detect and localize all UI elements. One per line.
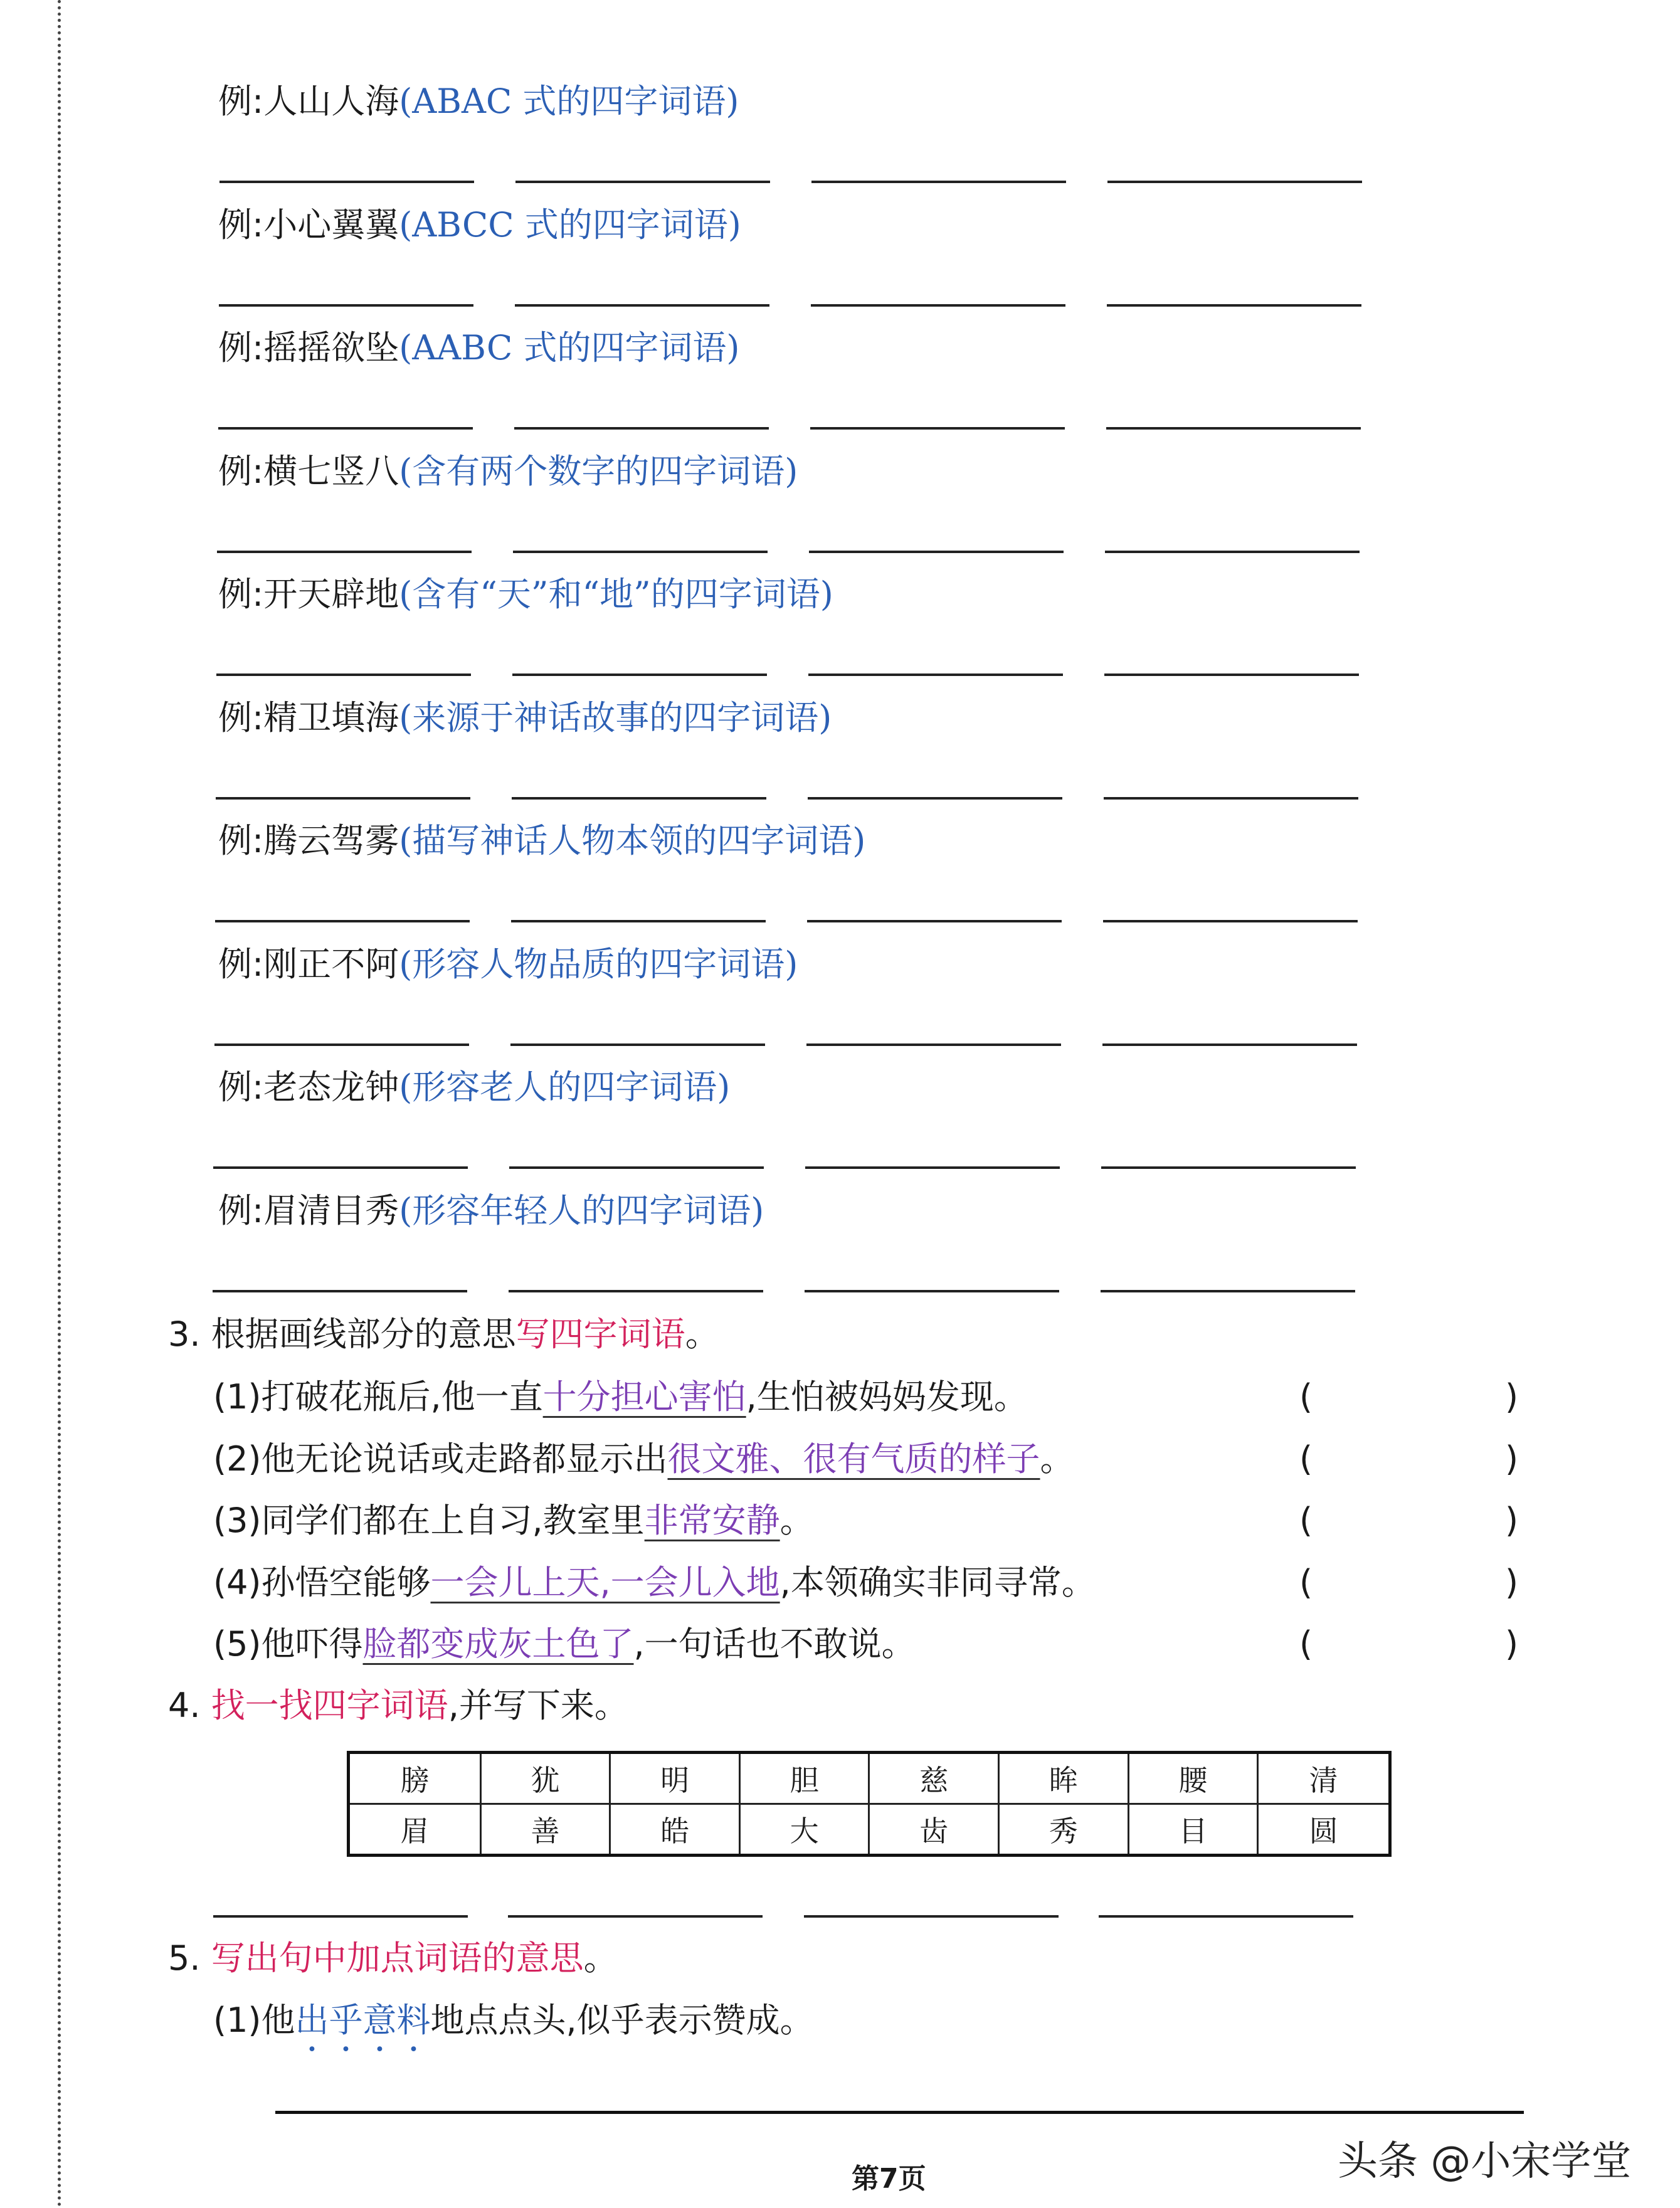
example-prefix: 例: bbox=[218, 328, 264, 367]
q-highlight: 写四字词语 bbox=[515, 1314, 685, 1354]
item-text: (2)他无论说话或走路都显示出 bbox=[213, 1439, 668, 1479]
grid-cell: 齿 bbox=[869, 1804, 999, 1856]
dotted-phrase: 出乎意料 bbox=[295, 2000, 431, 2040]
underlined-phrase: 很文雅、很有气质的样子 bbox=[667, 1439, 1040, 1479]
sentence-item bbox=[213, 1622, 916, 1666]
answer-line[interactable] bbox=[805, 1166, 1060, 1169]
question-3-title bbox=[168, 1313, 719, 1356]
q-number: 4. bbox=[168, 1686, 211, 1725]
example-word: 开天辟地 bbox=[263, 574, 399, 614]
answer-line[interactable] bbox=[216, 797, 470, 800]
example-word: 小心翼翼 bbox=[263, 204, 399, 245]
example-word: 腾云驾雾 bbox=[263, 821, 399, 860]
example-word: 摇摇欲坠 bbox=[263, 328, 399, 367]
q-highlight: 找一找四字词语 bbox=[211, 1686, 448, 1725]
page-number: 第7页 bbox=[852, 2163, 926, 2195]
grid-cell: 明 bbox=[610, 1753, 740, 1804]
answer-paren-close[interactable]: ) bbox=[1505, 1439, 1519, 1479]
grid-cell: 眸 bbox=[999, 1753, 1129, 1804]
character-grid bbox=[347, 1751, 1392, 1857]
answer-line[interactable] bbox=[810, 427, 1065, 430]
example-hint: (形容年轻人的四字词语) bbox=[399, 1190, 764, 1230]
answer-line[interactable] bbox=[514, 427, 769, 430]
grid-cell: 犹 bbox=[480, 1753, 610, 1804]
example-word: 人山人海 bbox=[263, 82, 399, 121]
question-5-title bbox=[168, 1936, 618, 1980]
item-text-end: 地点点头,似乎表示赞成。 bbox=[430, 2000, 814, 2040]
answer-line[interactable] bbox=[808, 797, 1062, 800]
grid-cell: 胆 bbox=[739, 1753, 869, 1804]
example-row bbox=[218, 1065, 730, 1109]
item-text: (1)他 bbox=[213, 2000, 295, 2040]
answer-line[interactable] bbox=[510, 1043, 765, 1046]
answer-line[interactable] bbox=[1103, 920, 1358, 922]
answer-line[interactable] bbox=[1099, 1915, 1353, 1918]
q-text: 根据画线部分的意思 bbox=[211, 1314, 516, 1354]
grid-cell: 清 bbox=[1258, 1753, 1390, 1804]
answer-paren-close[interactable]: ) bbox=[1505, 1624, 1519, 1664]
answer-line[interactable] bbox=[508, 1915, 763, 1918]
q-end: 。 bbox=[583, 1938, 618, 1978]
answer-line[interactable] bbox=[515, 304, 769, 307]
item-text-end: 。 bbox=[1040, 1439, 1074, 1479]
example-row bbox=[218, 326, 740, 370]
underlined-phrase: 一会儿上天,一会儿入地 bbox=[430, 1562, 780, 1602]
grid-cell: 慈 bbox=[869, 1753, 999, 1804]
example-row bbox=[218, 696, 832, 740]
answer-line[interactable] bbox=[1107, 181, 1362, 183]
q-end: 。 bbox=[685, 1314, 719, 1354]
answer-line[interactable] bbox=[218, 427, 473, 430]
example-row bbox=[218, 450, 798, 494]
grid-cell: 眉 bbox=[349, 1804, 481, 1856]
answer-line[interactable] bbox=[515, 181, 770, 183]
answer-line[interactable] bbox=[808, 673, 1063, 676]
grid-row bbox=[349, 1804, 1390, 1856]
answer-line[interactable] bbox=[213, 1915, 468, 1918]
answer-line[interactable] bbox=[213, 1290, 467, 1292]
binding-edge-dotted bbox=[58, 0, 61, 2208]
sentence-item bbox=[213, 1375, 1028, 1419]
answer-line[interactable] bbox=[805, 1290, 1059, 1292]
example-hint: (描写神话人物本领的四字词语) bbox=[399, 821, 866, 860]
answer-line[interactable] bbox=[215, 920, 470, 922]
example-hint: (来源于神话故事的四字词语) bbox=[399, 697, 832, 737]
answer-paren-open[interactable]: ( bbox=[1299, 1562, 1313, 1602]
answer-line[interactable] bbox=[219, 304, 473, 307]
answer-line[interactable] bbox=[804, 1915, 1059, 1918]
underlined-phrase: 十分担心害怕 bbox=[542, 1377, 746, 1417]
answer-line[interactable] bbox=[213, 1166, 468, 1169]
q-highlight: 写出句中加点词语的意思 bbox=[211, 1938, 584, 1978]
underlined-phrase: 非常安静 bbox=[644, 1501, 780, 1540]
answer-line[interactable] bbox=[809, 551, 1064, 553]
answer-line[interactable] bbox=[811, 181, 1066, 183]
example-hint: (含有两个数字的四字词语) bbox=[399, 451, 798, 491]
example-prefix: 例: bbox=[218, 1067, 264, 1107]
example-prefix: 例: bbox=[218, 451, 264, 491]
answer-line[interactable] bbox=[214, 1043, 469, 1046]
answer-paren-open[interactable]: ( bbox=[1299, 1501, 1313, 1540]
example-prefix: 例: bbox=[218, 1190, 264, 1230]
example-prefix: 例: bbox=[218, 821, 264, 860]
example-hint: (形容老人的四字词语) bbox=[399, 1067, 731, 1107]
answer-line[interactable] bbox=[807, 920, 1062, 922]
q-number: 5. bbox=[168, 1938, 211, 1978]
underlined-phrase: 脸都变成灰土色了 bbox=[362, 1624, 634, 1664]
answer-line[interactable] bbox=[512, 673, 767, 676]
example-prefix: 例: bbox=[218, 204, 264, 245]
answer-line[interactable] bbox=[509, 1166, 764, 1169]
question-5-item-1 bbox=[213, 1999, 814, 2059]
item-text-end: 。 bbox=[779, 1501, 814, 1540]
answer-paren-open[interactable]: ( bbox=[1299, 1624, 1313, 1664]
answer-paren-close[interactable]: ) bbox=[1505, 1562, 1519, 1602]
example-word: 眉清目秀 bbox=[263, 1190, 399, 1230]
item-text-end: ,本领确实非同寻常。 bbox=[779, 1562, 1096, 1602]
item-text: (3)同学们都在上自习,教室里 bbox=[213, 1501, 645, 1540]
answer-line[interactable] bbox=[511, 920, 766, 922]
answer-paren-open[interactable]: ( bbox=[1299, 1439, 1313, 1479]
example-prefix: 例: bbox=[218, 697, 264, 737]
grid-cell: 大 bbox=[739, 1804, 869, 1856]
example-prefix: 例: bbox=[218, 944, 264, 984]
answer-line[interactable] bbox=[216, 673, 471, 676]
grid-cell: 腰 bbox=[1128, 1753, 1258, 1804]
answer-line[interactable] bbox=[512, 797, 766, 800]
example-row bbox=[218, 203, 741, 247]
answer-line[interactable] bbox=[811, 304, 1065, 307]
sentence-item bbox=[213, 1561, 1096, 1605]
grid-cell: 皓 bbox=[610, 1804, 740, 1856]
grid-cell: 圆 bbox=[1258, 1804, 1390, 1856]
example-row bbox=[218, 1189, 764, 1233]
example-hint: (ABCC 式的四字词语) bbox=[399, 204, 741, 245]
answer-line[interactable] bbox=[1105, 551, 1360, 553]
example-prefix: 例: bbox=[218, 82, 264, 121]
example-word: 刚正不阿 bbox=[263, 944, 399, 984]
answer-line[interactable] bbox=[1101, 1290, 1355, 1292]
grid-cell: 目 bbox=[1128, 1804, 1258, 1856]
grid-cell: 善 bbox=[480, 1804, 610, 1856]
grid-row bbox=[349, 1753, 1390, 1804]
answer-line[interactable] bbox=[217, 551, 472, 553]
answer-line[interactable] bbox=[509, 1290, 763, 1292]
answer-line[interactable] bbox=[1101, 1166, 1356, 1169]
example-row bbox=[218, 573, 833, 616]
answer-line[interactable] bbox=[1104, 797, 1358, 800]
item-text-end: ,生怕被妈妈发现。 bbox=[746, 1377, 1028, 1417]
q-text: ,并写下来。 bbox=[448, 1686, 628, 1725]
example-hint: (形容人物品质的四字词语) bbox=[399, 944, 798, 984]
example-row bbox=[218, 819, 865, 863]
sentence-item bbox=[213, 1499, 814, 1543]
item-text: (1)打破花瓶后,他一直 bbox=[213, 1377, 543, 1417]
answer-line[interactable] bbox=[219, 181, 474, 183]
question-4-title bbox=[168, 1684, 628, 1728]
example-row bbox=[218, 80, 739, 124]
answer-line[interactable] bbox=[806, 1043, 1061, 1046]
example-hint: (AABC 式的四字词语) bbox=[399, 328, 740, 367]
grid-cell: 膀 bbox=[349, 1753, 481, 1804]
example-prefix: 例: bbox=[218, 574, 264, 614]
item-text-end: ,一句话也不敢说。 bbox=[633, 1624, 916, 1664]
example-hint: (ABAC 式的四字词语) bbox=[399, 82, 739, 121]
example-row bbox=[218, 943, 798, 986]
grid-cell: 秀 bbox=[999, 1804, 1129, 1856]
example-word: 老态龙钟 bbox=[263, 1067, 399, 1107]
answer-paren-close[interactable]: ) bbox=[1505, 1377, 1519, 1417]
answer-line[interactable] bbox=[513, 551, 768, 553]
example-word: 精卫填海 bbox=[263, 697, 399, 737]
footer-rule bbox=[275, 2111, 1524, 2114]
example-hint: (含有“天”和“地”的四字词语) bbox=[399, 574, 833, 614]
answer-line[interactable] bbox=[1102, 1043, 1357, 1046]
answer-paren-open[interactable]: ( bbox=[1299, 1377, 1313, 1417]
answer-line[interactable] bbox=[1106, 427, 1361, 430]
item-text: (5)他吓得 bbox=[213, 1624, 363, 1664]
answer-line[interactable] bbox=[1107, 304, 1361, 307]
example-word: 横七竖八 bbox=[263, 451, 399, 491]
answer-paren-close[interactable]: ) bbox=[1505, 1501, 1519, 1540]
q-number: 3. bbox=[168, 1314, 211, 1354]
watermark: 头条 @小宋学堂 bbox=[1338, 2138, 1632, 2185]
answer-line[interactable] bbox=[1104, 673, 1359, 676]
item-text: (4)孙悟空能够 bbox=[213, 1562, 431, 1602]
sentence-item bbox=[213, 1437, 1074, 1481]
